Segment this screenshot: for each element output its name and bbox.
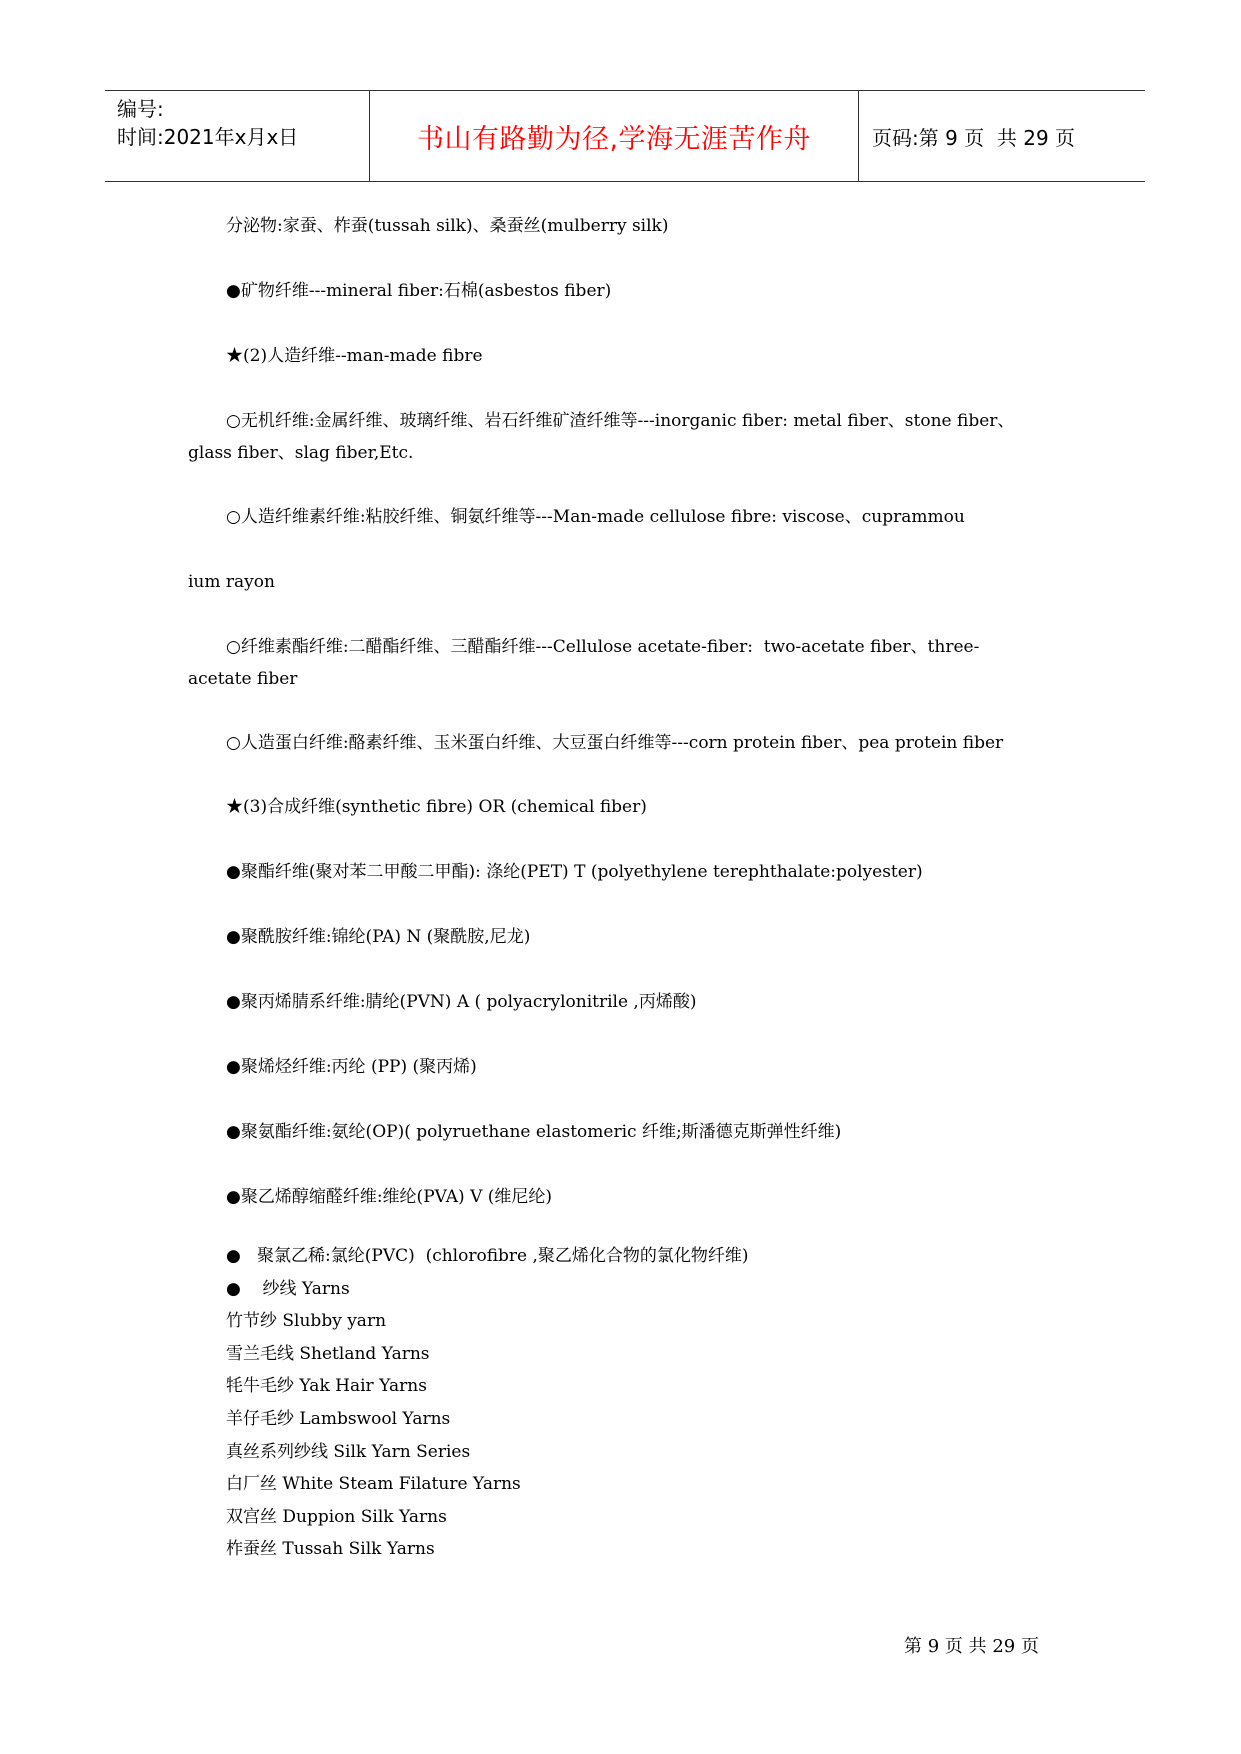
- paragraph: ●聚酯纤维(聚对苯二甲酸二甲酯): 涤纶(PET) T (polyethylene terephthalate:polyester): [226, 862, 923, 882]
- page-header: [105, 90, 1145, 182]
- paragraph: ●聚烯烃纤维:丙纶 (PP) (聚丙烯): [226, 1057, 477, 1077]
- paragraph: ○人造纤维素纤维:粘胶纤维、铜氨纤维等---Man-made cellulose fibre: viscose、cuprammou: [226, 507, 965, 527]
- paragraph: ○无机纤维:金属纤维、玻璃纤维、岩石纤维矿渣纤维等---inorganic fiber: metal fiber、stone fiber、glass fiber、slag fiber,Etc.: [188, 411, 1015, 463]
- motto: 书山有路勤为径,学海无涯苦作舟: [416, 123, 812, 155]
- list-item: 牦牛毛纱 Yak Hair Yarns: [226, 1376, 427, 1397]
- list-item: 白厂丝 White Steam Filature Yarns: [226, 1474, 521, 1495]
- paragraph: ●聚丙烯腈系纤维:腈纶(PVN) A ( polyacrylonitrile ,丙烯酸): [226, 992, 697, 1012]
- yarn-list: [188, 1240, 1028, 1566]
- list-item: 双宫丝 Duppion Silk Yarns: [226, 1506, 447, 1527]
- header-motto-cell: [369, 91, 859, 181]
- paragraph: ium rayon: [188, 572, 275, 592]
- list-item: 雪兰毛线 Shetland Yarns: [226, 1343, 430, 1364]
- list-item: ● 纱线 Yarns: [226, 1278, 350, 1299]
- header-page-label: 页码:第 9 页 共 29 页: [872, 125, 1076, 150]
- paragraph: ★(2)人造纤维--man-made fibre: [226, 346, 483, 366]
- paragraph: ●矿物纤维---mineral fiber:石棉(asbestos fiber): [226, 281, 612, 301]
- number-label: 编号:: [117, 97, 164, 121]
- paragraph: ★(3)合成纤维(synthetic fibre) OR (chemical fiber): [226, 797, 647, 817]
- list-item: ● 聚氯乙稀:氯纶(PVC) (chlorofibre ,聚乙烯化合物的氯化物纤维): [226, 1246, 749, 1266]
- list-item: 竹节纱 Slubby yarn: [226, 1311, 387, 1332]
- paragraph: ○纤维素酯纤维:二醋酯纤维、三醋酯纤维---Cellulose acetate-fiber: two-acetate fiber、three-acetate fiber: [188, 637, 980, 689]
- paragraph: ○人造蛋白纤维:酪素纤维、玉米蛋白纤维、大豆蛋白纤维等---corn protein fiber、pea protein fiber: [226, 733, 1004, 753]
- page-footer: 第 9 页 共 29 页: [904, 1636, 1039, 1657]
- paragraph: ●聚酰胺纤维:锦纶(PA) N (聚酰胺,尼龙): [226, 927, 531, 947]
- header-meta: [117, 95, 367, 151]
- time-label: 时间:2021年x月x日: [117, 125, 299, 149]
- paragraph: ●聚氨酯纤维:氨纶(OP)( polyruethane elastomeric 纤维;斯潘德克斯弹性纤维): [226, 1122, 842, 1142]
- paragraph: 分泌物:家蚕、柞蚕(tussah silk)、桑蚕丝(mulberry silk): [226, 216, 669, 236]
- list-item: 柞蚕丝 Tussah Silk Yarns: [226, 1539, 435, 1560]
- paragraph: ●聚乙烯醇缩醛纤维:维纶(PVA) V (维尼纶): [226, 1187, 553, 1207]
- list-item: 羊仔毛纱 Lambswool Yarns: [226, 1408, 451, 1429]
- document-body: [188, 210, 1028, 1566]
- list-item: 真丝系列纱线 Silk Yarn Series: [226, 1441, 471, 1462]
